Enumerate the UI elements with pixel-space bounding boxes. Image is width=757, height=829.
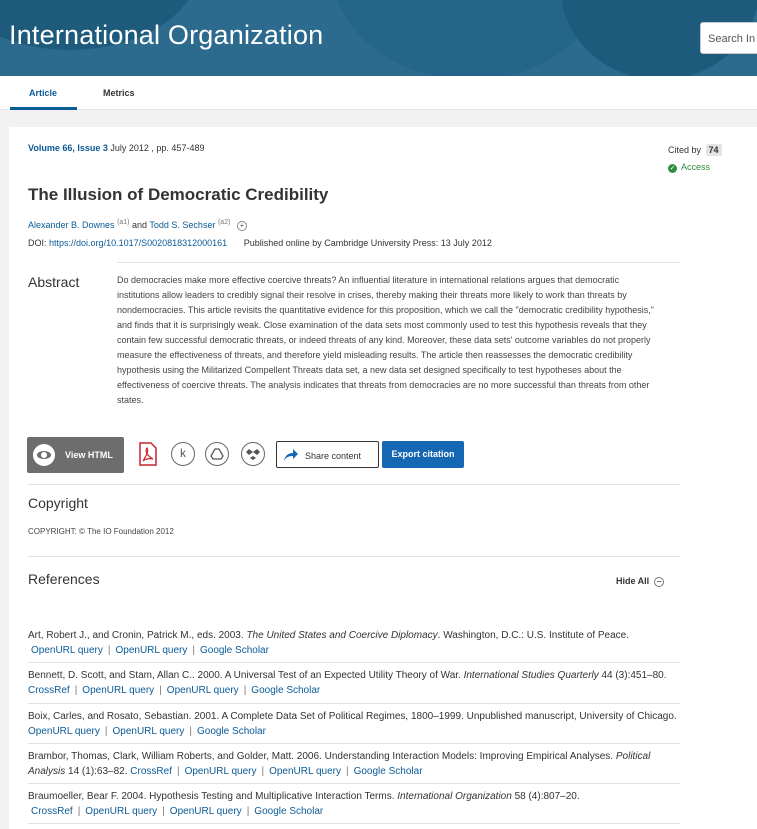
openurl-link[interactable]: OpenURL query [166,685,239,696]
reference-item: Brambor, Thomas, Clark, William Roberts, and Golder, Matt. 2006. Understanding Interaction Models: Improving Empirical Analyses. Political Analysis 14 (1):63–82. CrossRef | OpenURL query | OpenURL query | Google Scholar [28,751,651,777]
divider [28,662,680,663]
article-title: The Illusion of Democratic Credibility [28,185,329,204]
reference-item: Boix, Carles, and Rosato, Sebastian. 2001. A Complete Data Set of Political Regimes, 1800–1999. Unpublished manuscript, University of Chicago. OpenURL query | OpenURL query | Google Scholar [28,711,677,737]
openurl-link[interactable]: OpenURL query [31,645,103,656]
share-content-button[interactable] [276,441,379,468]
divider [28,743,680,744]
check-circle-icon: ✓ [669,165,676,172]
reference-journal: International Organization [397,791,512,802]
crossref-link[interactable]: CrossRef [31,806,73,817]
abstract-text: Do democracies make more effective coercive threats? An influential literature in international relations argues that democratic institutions allow leaders to credibly signal their resolve in crises, thereby making their threats more likely to work than threats by nondemocracies. This article revisits the quantitative evidence for this proposition, which we call the "democratic credibility hypothesis," and finds that it is surprisingly weak. Close examination of the data sets most commonly used to test this hypothesis reveals that they contain few successful democratic threats, or indeed threats of any kind. Moreover, these data sets' outcome variables do not properly measure the effectiveness of threats, and therefore yield misleading results. The article then reassesses the democratic credibility hypothesis using the Militarized Compellent Threats data set, a new data set designed specifically to test hypotheses about the effectiveness of coercive threats. The analysis indicates that threats from democracies are no more successful than threats from other states. [117,275,654,405]
reference-item: Art, Robert J., and Cronin, Patrick M., eds. 2003. The United States and Coercive Diplomacy. Washington, D.C.: U.S. Institute of Peace. OpenURL query | OpenURL query | Google Scholar [28,630,630,656]
active-tab-indicator [10,107,77,110]
google-scholar-link[interactable]: Google Scholar [353,766,423,777]
divider [117,262,680,263]
references-heading: References [28,571,100,587]
reference-journal: International Studies Quarterly [463,670,599,681]
doi-label: DOI: [28,238,47,248]
dropbox-icon[interactable] [241,442,265,466]
site-header [0,0,757,76]
doi-line [28,238,492,248]
issue-info [28,143,204,153]
expand-authors-icon[interactable]: + [237,221,247,231]
reference-journal: Political Analysis [28,751,651,777]
openurl-link[interactable]: OpenURL query [112,726,185,737]
reference-text: Boix, Carles, and Rosato, Sebastian. 2001. A Complete Data Set of Political Regimes, 1800–1999. Unpublished manuscript, University of Chicago. [28,711,677,722]
google-scholar-link[interactable]: Google Scholar [254,806,324,817]
divider [28,783,680,784]
crossref-link[interactable]: CrossRef [130,766,172,777]
divider [28,703,680,704]
author-link[interactable]: Todd S. Sechser [149,220,216,230]
volume-issue-link[interactable]: Volume 66, Issue 3 [28,143,108,153]
abstract-heading: Abstract [28,274,80,290]
openurl-link[interactable]: OpenURL query [269,766,341,777]
affiliation-ref: (a1) [117,219,130,226]
google-scholar-link[interactable]: Google Scholar [200,645,269,656]
share-content-label: Share content [305,451,362,461]
reference-text: Brambor, Thomas, Clark, William Roberts, and Golder, Matt. 2006. Understanding Interaction Models: Improving Empirical Analyses. [28,751,616,762]
collapse-icon: – [654,577,664,587]
doi-link[interactable]: https://doi.org/10.1017/S0020818312000161 [49,238,228,248]
google-scholar-link[interactable]: Google Scholar [197,726,266,737]
reference-text: 44 (3):451–80. [598,670,667,681]
reference-item: Bennett, D. Scott, and Stam, Allan C.. 2000. A Universal Test of an Expected Utility Theory of War. International Studies Quarterly 44 (3):451–80. CrossRef | OpenURL query | OpenURL query | Google Scholar [28,670,667,696]
divider [28,484,680,485]
article-tabs [0,76,757,110]
cited-by-label: Cited by [668,145,702,155]
published-online: Published online by Cambridge University Press: 13 July 2012 [243,238,492,248]
copyright-heading: Copyright [28,495,88,511]
divider [28,823,680,824]
reference-text: Art, Robert J., and Cronin, Patrick M., eds. 2003. [28,630,247,641]
crossref-link[interactable]: CrossRef [28,685,70,696]
author-list [28,219,247,231]
openurl-link[interactable]: OpenURL query [184,766,257,777]
google-scholar-link[interactable]: Google Scholar [251,685,321,696]
kindle-icon[interactable]: k [171,442,195,466]
openurl-link[interactable]: OpenURL query [82,685,155,696]
cited-by[interactable] [668,144,722,156]
cited-by-count: 74 [706,144,722,156]
tab-metrics[interactable]: Metrics [103,88,135,98]
openurl-link[interactable]: OpenURL query [85,806,158,817]
openurl-link[interactable]: OpenURL query [115,645,188,656]
access-status [668,162,710,173]
author-conjunction: and [132,220,148,230]
eye-icon [33,444,55,466]
journal-title[interactable]: International Organization [9,20,324,50]
reference-text: 14 (1):63–82. [65,766,128,777]
pdf-icon[interactable] [138,442,158,466]
access-label: Access [681,162,711,172]
reference-text: 58 (4):807–20. [511,791,580,802]
reference-item: Braumoeller, Bear F. 2004. Hypothesis Testing and Multiplicative Interaction Terms. International Organization 58 (4):807–20. CrossRef | OpenURL query | OpenURL query | Google Scholar [28,791,580,817]
author-link[interactable]: Alexander B. Downes [28,220,115,230]
reference-text: Braumoeller, Bear F. 2004. Hypothesis Testing and Multiplicative Interaction Terms. [28,791,398,802]
reference-text: . Washington, D.C.: U.S. Institute of Peace. [437,630,630,641]
share-arrow-icon [283,448,299,462]
divider [28,556,680,557]
affiliation-ref: (a2) [217,219,231,226]
hide-all-label: Hide All [616,576,650,586]
hide-all-button[interactable] [616,576,664,587]
openurl-link[interactable]: OpenURL query [169,806,242,817]
search-input[interactable]: Search In [700,22,757,54]
export-citation-button[interactable]: Export citation [382,441,464,468]
google-drive-icon[interactable] [205,442,229,466]
copyright-text: COPYRIGHT: © The IO Foundation 2012 [28,527,174,536]
view-html-label: View HTML [65,450,113,460]
openurl-link[interactable]: OpenURL query [28,726,100,737]
reference-journal: The United States and Coercive Diplomacy [246,630,438,641]
date-pages: July 2012 , pp. 457-489 [110,143,205,153]
view-html-button[interactable] [27,437,124,473]
tab-article[interactable]: Article [29,88,58,98]
reference-text: Bennett, D. Scott, and Stam, Allan C.. 2000. A Universal Test of an Expected Utility Theory of War. [28,670,464,681]
